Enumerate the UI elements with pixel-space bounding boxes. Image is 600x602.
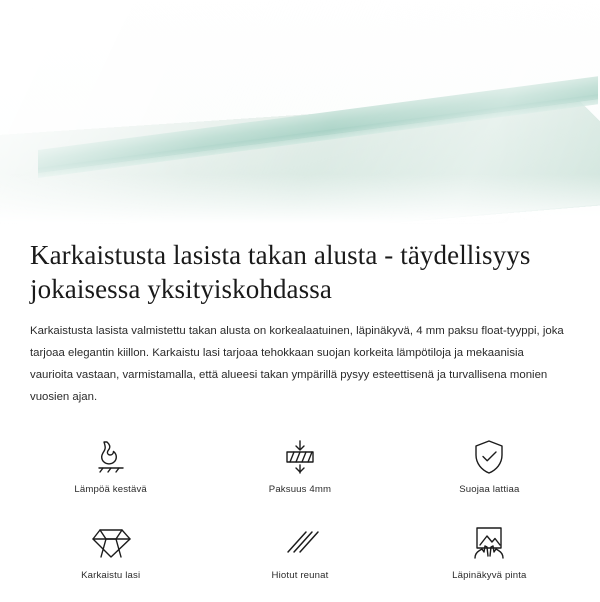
feature-label: Läpinäkyvä pinta — [452, 570, 527, 581]
transparent-surface-hands-icon — [467, 524, 511, 562]
diamond-icon — [90, 524, 132, 562]
feature-item-thickness — [205, 438, 394, 516]
hero-image — [0, 0, 600, 232]
shield-check-icon — [470, 438, 508, 476]
thickness-arrows-icon — [279, 438, 321, 476]
feature-item-tempered-glass — [16, 524, 205, 602]
feature-item-heat-resistant — [16, 438, 205, 516]
feature-label: Karkaistu lasi — [81, 570, 141, 581]
feature-grid — [0, 438, 600, 602]
feature-label: Lämpöä kestävä — [74, 484, 147, 495]
feature-label: Paksuus 4mm — [268, 484, 332, 495]
feature-item-floor-protection — [395, 438, 584, 516]
flame-heat-resistant-icon — [91, 438, 131, 476]
feature-label: Hiotut reunat — [271, 570, 329, 581]
feature-label: Suojaa lattiaa — [459, 484, 520, 495]
page-title: Karkaistusta lasista takan alusta - täydellisyys jokaisessa yksityiskohdassa — [30, 240, 531, 304]
feature-item-transparent-surface — [395, 524, 584, 602]
polished-edges-icon — [280, 524, 320, 562]
content-block — [0, 232, 600, 408]
body-paragraph: Karkaistusta lasista valmistettu takan alusta on korkealaatuinen, läpinäkyvä, 4 mm paksu float-tyyppi, joka tarjoaa elegantin kiillon. Karkaistu lasi tarjoaa tehokkaan suojan korkeita lämpötiloja ja mekaanisia vaurioita vastaan, varmistamalla, että alueesi takan ympärillä pysyy esteettisenä ja turvallisena monien vuosien ajan. — [30, 325, 564, 403]
feature-item-polished-edges — [205, 524, 394, 602]
